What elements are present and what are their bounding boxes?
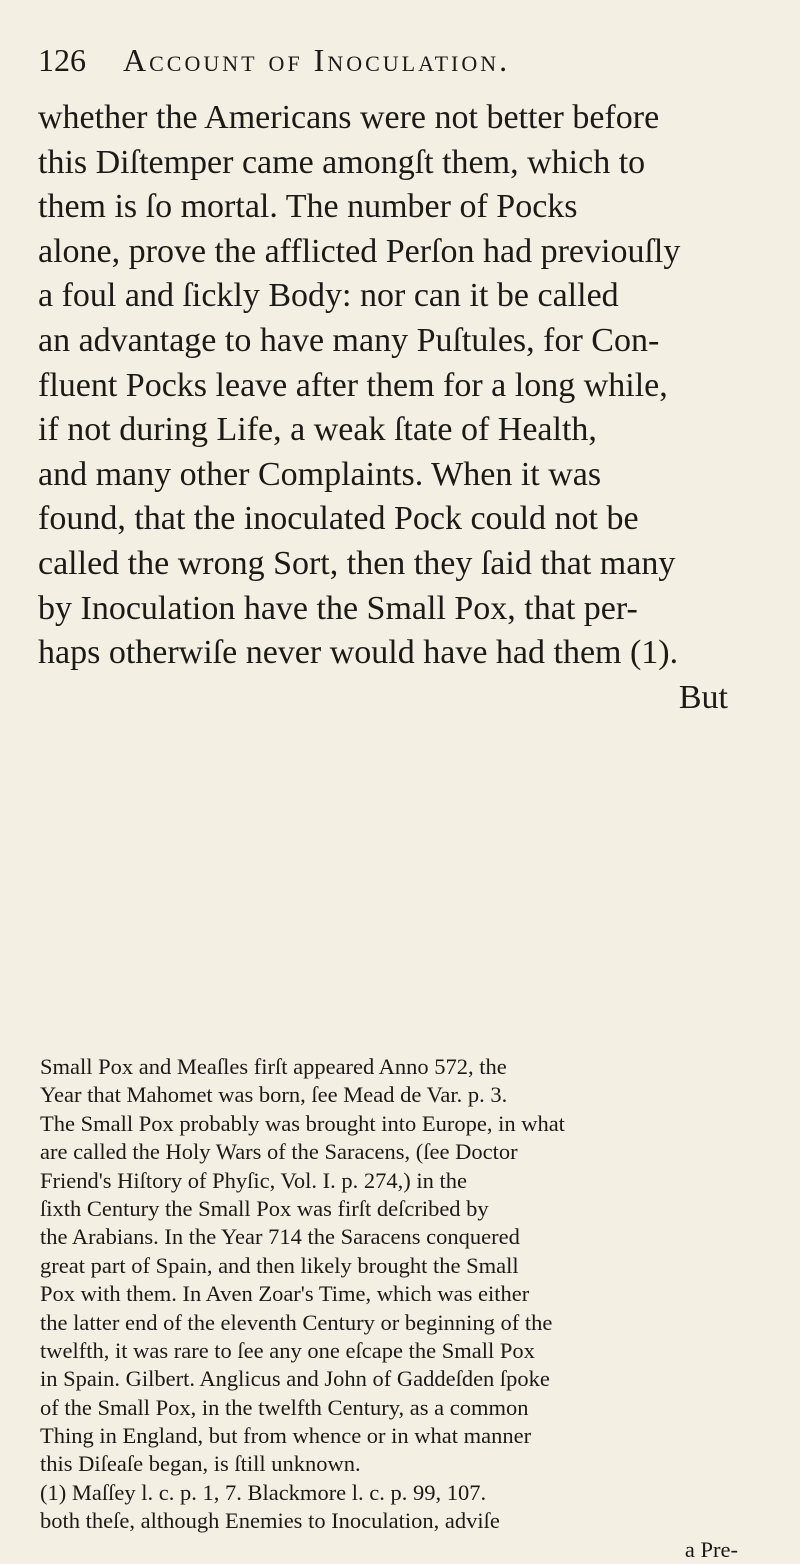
text-line: a foul and ſickly Body: nor can it be called bbox=[38, 277, 619, 315]
text-line: by Inoculation have the Small Pox, that per- bbox=[38, 589, 638, 627]
text-line: haps otherwiſe never would have had them (1). bbox=[38, 634, 679, 672]
running-header bbox=[38, 42, 758, 92]
footnote-line: Friend's Hiſtory of Phyſic, Vol. I. p. 274,) in the bbox=[40, 1167, 467, 1193]
text-line: whether the Americans were not better before bbox=[38, 99, 660, 136]
text-line: them is ſo mortal. The number of Pocks bbox=[38, 188, 578, 226]
text-line: an advantage to have many Puſtules, for Con- bbox=[38, 321, 660, 359]
footnote-line: twelfth, it was rare to ſee any one eſcape the Small Pox bbox=[40, 1337, 535, 1363]
footnote-line: in Spain. Gilbert. Anglicus and John of Gaddeſden ſpoke bbox=[40, 1366, 550, 1392]
footnote-line: Pox with them. In Aven Zoar's Time, which was either bbox=[40, 1281, 530, 1307]
catchword: But bbox=[678, 678, 728, 716]
text-line: found, that the inoculated Pock could not be bbox=[38, 500, 639, 538]
footnote-line: the Arabians. In the Year 714 the Saracens conquered bbox=[40, 1224, 520, 1250]
footnote bbox=[40, 1053, 768, 1564]
footnote-line: are called the Holy Wars of the Saracens, (ſee Doctor bbox=[40, 1139, 518, 1165]
footnote-line: Year that Mahomet was born, ſee Mead de Var. p. 3. bbox=[40, 1082, 508, 1108]
text-line: called the wrong Sort, then they ſaid that many bbox=[38, 544, 676, 582]
footnote-catchword: a Pre- bbox=[684, 1536, 738, 1562]
footnote-line: The Small Pox probably was brought into Europe, in what bbox=[40, 1110, 565, 1136]
page-number: 126 bbox=[38, 42, 86, 78]
text-line: fluent Pocks leave after them for a long while, bbox=[38, 366, 668, 404]
footnote-line: both theſe, although Enemies to Inoculation, adviſe bbox=[40, 1508, 500, 1534]
text-line: this Diſtemper came amongſt them, which to bbox=[38, 143, 646, 181]
main-text bbox=[38, 96, 768, 720]
text-line: if not during Life, a weak ſtate of Health, bbox=[38, 411, 597, 449]
running-title: Account of Inoculation. bbox=[123, 42, 511, 78]
footnote-line: of the Small Pox, in the twelfth Century, as a common bbox=[40, 1394, 529, 1420]
text-line: alone, prove the afflicted Perſon had previouſly bbox=[38, 232, 681, 270]
footnote-line: Small Pox and Meaſles firſt appeared Anno 572, the bbox=[40, 1054, 507, 1079]
footnote-line: the latter end of the eleventh Century or beginning of the bbox=[40, 1309, 553, 1335]
footnote-line: Thing in England, but from whence or in what manner bbox=[40, 1423, 532, 1449]
footnote-line: this Diſeaſe began, is ſtill unknown. bbox=[40, 1451, 361, 1477]
footnote-line: ſixth Century the Small Pox was firſt deſcribed by bbox=[40, 1195, 489, 1221]
text-line: and many other Complaints. When it was bbox=[38, 455, 602, 493]
footnote-line: (1) Maſſey l. c. p. 1, 7. Blackmore l. c. p. 99, 107. bbox=[40, 1479, 487, 1505]
footnote-line: great part of Spain, and then likely brought the Small bbox=[40, 1252, 519, 1278]
